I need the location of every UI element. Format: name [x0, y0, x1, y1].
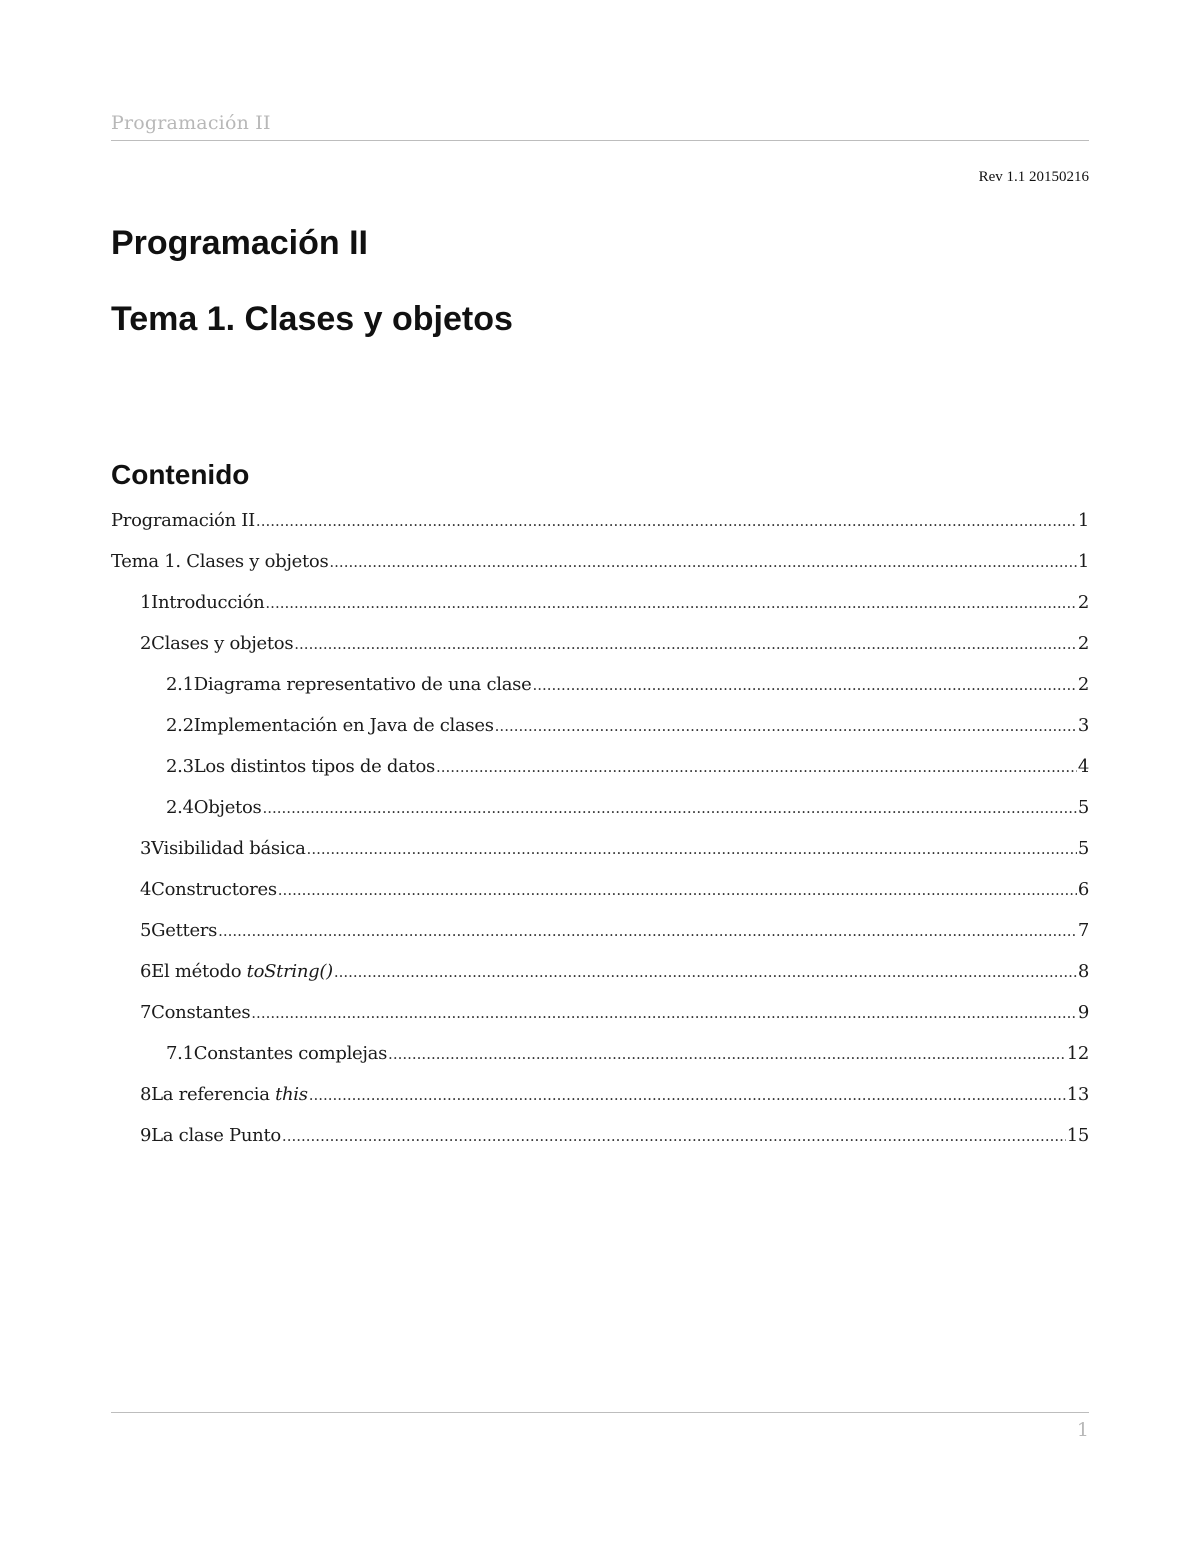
toc-entry-title: Introducción [151, 592, 265, 613]
toc-dot-leader [251, 995, 1077, 1031]
toc-entry[interactable] [111, 872, 1089, 913]
toc-entry-number: 2.1 [166, 674, 194, 695]
toc-entry-page: 2 [1077, 592, 1089, 613]
toc-dot-leader [218, 913, 1077, 949]
toc-entry-page: 4 [1077, 756, 1089, 777]
toc-entry-title: Constructores [151, 879, 277, 900]
toc-dot-leader [388, 1036, 1066, 1072]
toc-entry-title: Tema 1. Clases y objetos [111, 551, 329, 572]
toc-entry[interactable] [111, 585, 1089, 626]
toc-entry[interactable] [111, 790, 1089, 831]
toc-entry-number: 6 [140, 961, 152, 982]
toc-dot-leader [329, 544, 1076, 580]
toc-entry-page: 6 [1077, 879, 1089, 900]
toc-entry-title: Implementación en Java de clases [193, 715, 494, 736]
toc-dot-leader [532, 667, 1076, 703]
toc-entry-title: Constantes complejas [193, 1043, 388, 1064]
toc-entry-number: 2.4 [166, 797, 194, 818]
toc-entry[interactable] [111, 1118, 1089, 1159]
footer-divider [111, 1412, 1089, 1413]
toc-entry-title: El método toString() [151, 961, 333, 982]
toc-dot-leader [265, 585, 1076, 621]
toc-entry[interactable] [111, 913, 1089, 954]
page-number: 1 [1076, 1419, 1089, 1441]
toc-heading: Contenido [111, 459, 250, 490]
toc-entry-title: La clase Punto [151, 1125, 281, 1146]
toc-entry-title: La referencia this [151, 1084, 308, 1105]
toc-entry-number: 1 [140, 592, 152, 613]
toc-entry-page: 8 [1077, 961, 1089, 982]
toc-entry-page: 1 [1077, 510, 1089, 531]
table-of-contents [111, 503, 1089, 1159]
toc-entry-number: 2.3 [166, 756, 194, 777]
toc-entry-number: 7.1 [166, 1043, 194, 1064]
running-header: Programación II [111, 112, 271, 134]
toc-entry-title: Programación II [111, 510, 255, 531]
toc-entry-number: 8 [140, 1084, 152, 1105]
toc-dot-leader [294, 626, 1077, 662]
toc-entry[interactable] [111, 995, 1089, 1036]
toc-entry[interactable] [111, 831, 1089, 872]
toc-entry-page: 2 [1077, 633, 1089, 654]
toc-dot-leader [436, 749, 1077, 785]
toc-entry-number: 3 [140, 838, 152, 859]
toc-entry[interactable] [111, 544, 1089, 585]
toc-entry-page: 12 [1066, 1043, 1089, 1064]
toc-dot-leader [278, 872, 1077, 908]
toc-entry-number: 7 [140, 1002, 152, 1023]
toc-entry-title: Constantes [151, 1002, 251, 1023]
toc-entry-page: 5 [1077, 838, 1089, 859]
toc-dot-leader [495, 708, 1077, 744]
toc-dot-leader [334, 954, 1077, 990]
toc-entry[interactable] [111, 626, 1089, 667]
toc-entry[interactable] [111, 749, 1089, 790]
toc-entry-number: 4 [140, 879, 152, 900]
toc-entry-page: 2 [1077, 674, 1089, 695]
toc-dot-leader [282, 1118, 1066, 1154]
toc-dot-leader [262, 790, 1076, 826]
toc-entry[interactable] [111, 954, 1089, 995]
toc-dot-leader [309, 1077, 1066, 1113]
toc-entry[interactable] [111, 708, 1089, 749]
toc-entry-number: 9 [140, 1125, 152, 1146]
toc-entry-number: 2.2 [166, 715, 194, 736]
toc-entry[interactable] [111, 1036, 1089, 1077]
toc-entry-title: Los distintos tipos de datos [193, 756, 435, 777]
toc-dot-leader [307, 831, 1077, 867]
toc-entry-page: 1 [1077, 551, 1089, 572]
toc-entry-page: 5 [1077, 797, 1089, 818]
toc-entry[interactable] [111, 667, 1089, 708]
toc-entry[interactable] [111, 1077, 1089, 1118]
toc-entry-page: 7 [1077, 920, 1089, 941]
toc-entry-title: Objetos [193, 797, 262, 818]
toc-entry-page: 9 [1077, 1002, 1089, 1023]
toc-entry-page: 3 [1077, 715, 1089, 736]
toc-entry-title: Visibilidad básica [151, 838, 306, 859]
toc-entry-title: Diagrama representativo de una clase [193, 674, 532, 695]
toc-entry-page: 13 [1066, 1084, 1089, 1105]
toc-entry-title: Clases y objetos [151, 633, 294, 654]
toc-entry-number: 5 [140, 920, 152, 941]
revision-label: Rev 1.1 20150216 [978, 169, 1089, 185]
toc-entry-page: 15 [1066, 1125, 1089, 1146]
document-subtitle: Tema 1. Clases y objetos [111, 300, 513, 338]
document-title: Programación II [111, 224, 368, 262]
toc-entry[interactable] [111, 503, 1089, 544]
toc-entry-number: 2 [140, 633, 152, 654]
toc-dot-leader [256, 503, 1077, 539]
header-divider [111, 140, 1089, 141]
toc-entry-title: Getters [151, 920, 218, 941]
